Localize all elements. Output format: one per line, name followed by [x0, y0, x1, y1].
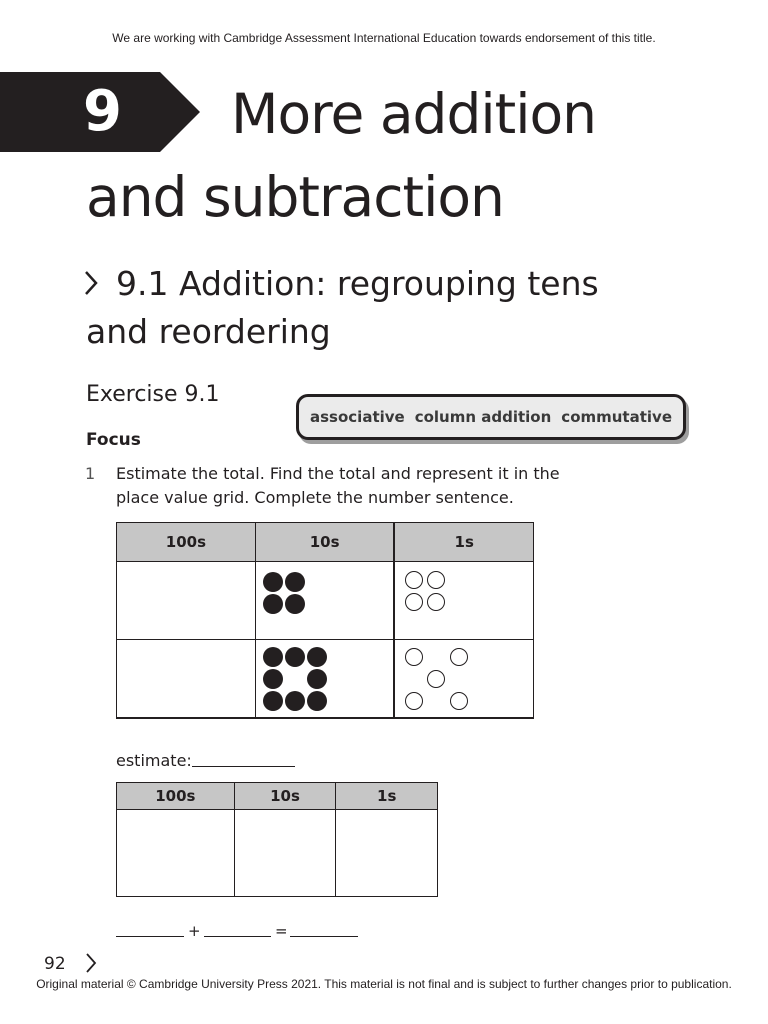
answer-row: [117, 810, 438, 897]
place-value-grid-given: [116, 522, 534, 719]
exercise-heading: Exercise 9.1: [86, 382, 220, 407]
keyword-commutative: commutative: [561, 408, 672, 426]
ones-counter: [405, 571, 423, 589]
keyword-box: [296, 394, 686, 440]
answer-cell-tens[interactable]: [234, 810, 336, 897]
cell-hundreds-2: [117, 640, 256, 719]
cell-hundreds-1: [117, 562, 256, 640]
ones-counter: [450, 648, 468, 666]
answer-cell-hundreds[interactable]: [117, 810, 235, 897]
tens-counter: [263, 669, 283, 689]
sentence-blank-addend-1[interactable]: [116, 936, 184, 937]
ones-counter: [405, 692, 423, 710]
chapter-number: 9: [83, 79, 122, 144]
cell-ones-2: [394, 640, 533, 719]
chapter-title-line-1: More addition: [231, 82, 596, 146]
endorsement-note: We are working with Cambridge Assessment International Education towards endorsement of this title.: [112, 31, 656, 45]
keyword-associative: associative: [310, 408, 405, 426]
ones-counter: [427, 571, 445, 589]
header-hundreds: 100s: [117, 783, 235, 810]
header-ones: 1s: [394, 523, 533, 562]
grid-header-row: [117, 523, 534, 562]
chevron-right-icon: [84, 951, 98, 979]
header-hundreds: 100s: [117, 523, 256, 562]
tens-counter: [307, 647, 327, 667]
tens-counter: [307, 691, 327, 711]
grid-header-row: [117, 783, 438, 810]
header-tens: 10s: [255, 523, 394, 562]
ones-counter: [427, 593, 445, 611]
ones-counter: [427, 670, 445, 688]
page-number: 92: [44, 954, 66, 974]
chevron-right-icon: [82, 266, 100, 304]
grid-row-2: [117, 640, 534, 719]
place-value-grid-answer: [116, 782, 438, 897]
cell-tens-1: [255, 562, 394, 640]
tens-counter: [263, 647, 283, 667]
tens-counter: [263, 691, 283, 711]
copyright-notice: Original material © Cambridge University Press 2021. This material is not final and is subject to further changes prior to publication.: [36, 977, 732, 991]
ones-counter: [405, 648, 423, 666]
sentence-blank-addend-2[interactable]: [204, 936, 271, 937]
answer-cell-ones[interactable]: [336, 810, 438, 897]
sentence-blank-total[interactable]: [290, 936, 358, 937]
tens-counter: [285, 691, 305, 711]
cell-tens-2: [255, 640, 394, 719]
ones-counter: [450, 692, 468, 710]
tens-counter: [285, 572, 305, 592]
tens-counter: [285, 647, 305, 667]
estimate-answer-line[interactable]: [192, 766, 295, 767]
tens-counter: [285, 594, 305, 614]
question-text: Estimate the total. Find the total and represent it in the place value grid. Complete the number sentence.: [116, 464, 560, 507]
section-title-line-2: and reordering: [86, 312, 331, 351]
tens-counter: [307, 669, 327, 689]
plus-sign: +: [188, 922, 201, 940]
equals-sign: =: [275, 922, 288, 940]
estimate-label: estimate:: [116, 751, 192, 770]
section-title-line-1: 9.1 Addition: regrouping tens: [116, 264, 599, 303]
cell-ones-1: [394, 562, 533, 640]
tens-counter: [263, 594, 283, 614]
focus-label: Focus: [86, 430, 141, 450]
question-number: 1: [85, 464, 96, 483]
ones-counter: [405, 593, 423, 611]
header-tens: 10s: [234, 783, 336, 810]
tens-counter: [263, 572, 283, 592]
chapter-title-line-2: and subtraction: [86, 165, 504, 229]
keyword-column-addition: column addition: [414, 408, 552, 426]
grid-row-1: [117, 562, 534, 640]
header-ones: 1s: [336, 783, 438, 810]
